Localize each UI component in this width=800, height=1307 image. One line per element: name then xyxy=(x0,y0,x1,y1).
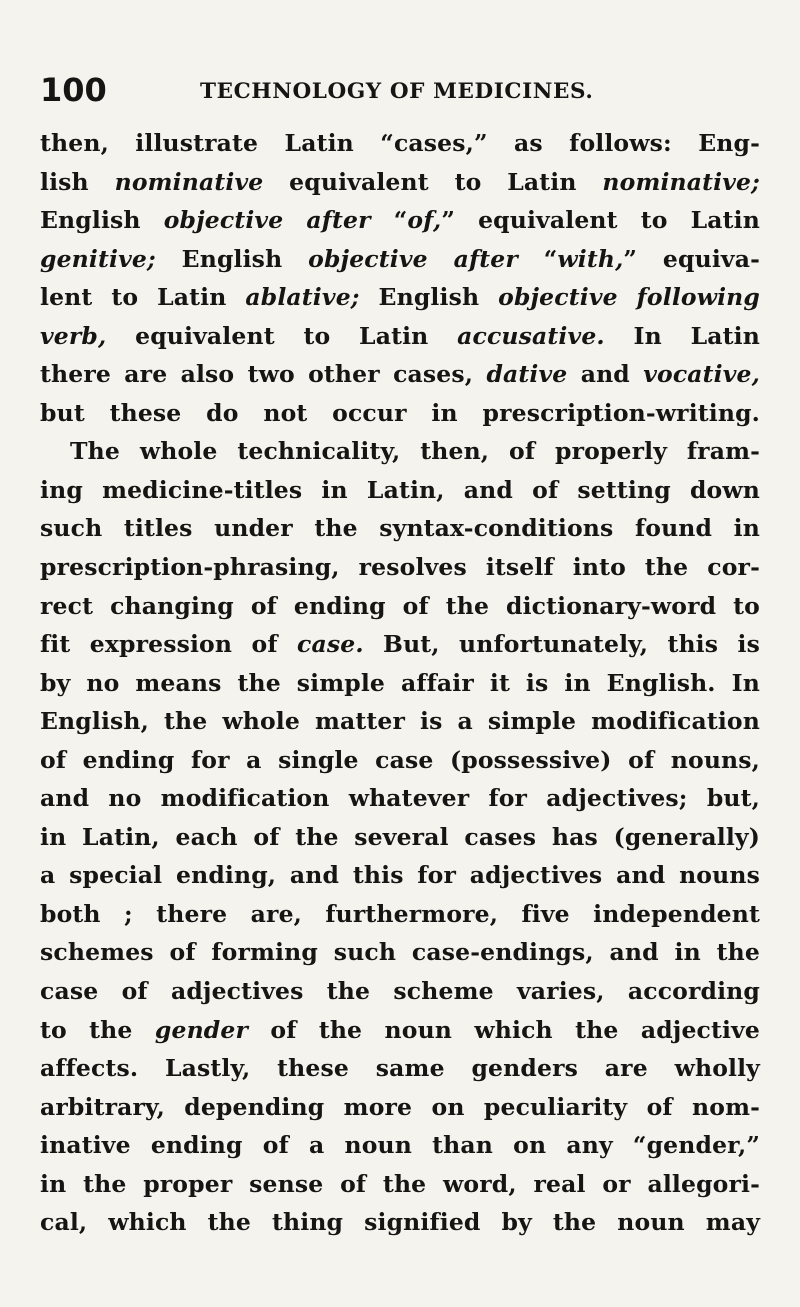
text-run: then, illustrate Latin “cases,” as follows: Eng- xyxy=(40,129,760,157)
text-line xyxy=(40,432,760,471)
text-line xyxy=(40,509,760,548)
text-run: cal, which the thing signified by the noun may xyxy=(40,1208,760,1237)
text-run: English xyxy=(155,244,309,273)
text-line xyxy=(40,471,760,510)
text-line xyxy=(40,587,760,626)
italic-term: case. xyxy=(297,630,364,659)
text-run: such titles under the syntax-conditions found in xyxy=(40,514,760,543)
text-line xyxy=(40,779,760,818)
text-run: case of adjectives the scheme varies, according xyxy=(40,977,760,1006)
text-line xyxy=(40,124,760,163)
text-line xyxy=(40,1049,760,1088)
text-line xyxy=(40,278,760,317)
text-run: schemes of forming such case-endings, and in the xyxy=(40,938,760,967)
text-line xyxy=(40,895,760,934)
italic-term: ablative; xyxy=(245,283,360,312)
italic-term: accusative. xyxy=(457,321,605,350)
text-line xyxy=(40,1011,760,1050)
italic-term: objective after xyxy=(308,244,518,273)
text-line xyxy=(40,317,760,356)
text-run: equivalent to Latin xyxy=(263,167,603,196)
text-run: in the proper sense of the word, real or allegori- xyxy=(40,1169,760,1198)
text-line xyxy=(40,1088,760,1127)
italic-term: genitive; xyxy=(40,244,156,273)
text-run: In Latin xyxy=(604,321,760,350)
text-run: and xyxy=(567,360,644,389)
text-run: but these do not occur in prescription-writing. xyxy=(40,398,760,427)
text-run: inative ending of a noun than on any “gender,” xyxy=(40,1131,760,1160)
text-line xyxy=(40,933,760,972)
italic-term: objective following xyxy=(498,283,760,312)
text-run: lish xyxy=(40,167,115,196)
text-line xyxy=(40,240,760,279)
italic-term: dative xyxy=(486,360,568,389)
text-run: English, the whole matter is a simple modification xyxy=(40,707,760,736)
text-run: ” equivalent to Latin xyxy=(441,206,760,235)
italic-term: with, xyxy=(557,244,624,273)
text-run: to the xyxy=(40,1015,155,1044)
text-run: ing medicine-titles in Latin, and of setting down xyxy=(40,475,760,504)
italic-term: nominative; xyxy=(602,167,760,196)
text-run: “ xyxy=(517,244,558,273)
text-run: there are also two other cases, xyxy=(40,360,487,389)
text-line xyxy=(40,702,760,741)
text-run: both ; there are, furthermore, five independent xyxy=(40,899,760,928)
text-run: arbitrary, depending more on peculiarity of nom- xyxy=(40,1092,760,1121)
italic-term: of, xyxy=(407,206,442,235)
text-run: rect changing of ending of the dictionary-word to xyxy=(40,591,760,620)
text-line xyxy=(40,355,760,394)
italic-term: nominative xyxy=(114,167,264,196)
text-run: of ending for a single case (possessive) of nouns, xyxy=(40,745,760,774)
text-line xyxy=(40,818,760,857)
text-run: equivalent to Latin xyxy=(106,321,458,350)
running-title: TECHNOLOGY OF MEDICINES. xyxy=(200,79,594,104)
text-run: ” equiva- xyxy=(623,244,760,273)
text-run: of the noun which the adjective xyxy=(248,1015,760,1044)
text-line xyxy=(40,1126,760,1165)
text-run: But, unfortunately, this is xyxy=(363,630,760,659)
text-line xyxy=(40,201,760,240)
running-head xyxy=(40,70,760,110)
text-run: “ xyxy=(370,206,408,235)
text-line xyxy=(40,741,760,780)
text-line xyxy=(40,1165,760,1204)
text-line xyxy=(40,856,760,895)
page-number: 100 xyxy=(40,71,107,109)
text-line xyxy=(40,163,760,202)
text-run: lent to Latin xyxy=(40,283,246,312)
text-line xyxy=(40,1203,760,1242)
text-run: English xyxy=(359,283,499,312)
text-line xyxy=(40,972,760,1011)
text-run: a special ending, and this for adjectives and nouns xyxy=(40,861,760,890)
text-run: affects. Lastly, these same genders are wholly xyxy=(40,1054,760,1083)
text-run: English xyxy=(40,206,164,235)
text-line xyxy=(40,625,760,664)
text-run: and no modification whatever for adjectives; but, xyxy=(40,784,760,813)
text-run: in Latin, each of the several cases has (generally) xyxy=(40,822,760,851)
italic-term: vocative, xyxy=(643,360,760,389)
text-line xyxy=(40,394,760,433)
text-run: by no means the simple affair it is in English. In xyxy=(40,668,760,697)
text-run: prescription-phrasing, resolves itself into the cor- xyxy=(40,553,760,582)
text-run: fit expression of xyxy=(40,630,297,659)
italic-term: verb, xyxy=(40,321,107,350)
text-run: The whole technicality, then, of properly fram- xyxy=(70,437,760,466)
text-line xyxy=(40,664,760,703)
text-line xyxy=(40,548,760,587)
italic-term: objective after xyxy=(163,206,371,235)
body-text xyxy=(40,124,760,1242)
italic-term: gender xyxy=(154,1015,249,1044)
